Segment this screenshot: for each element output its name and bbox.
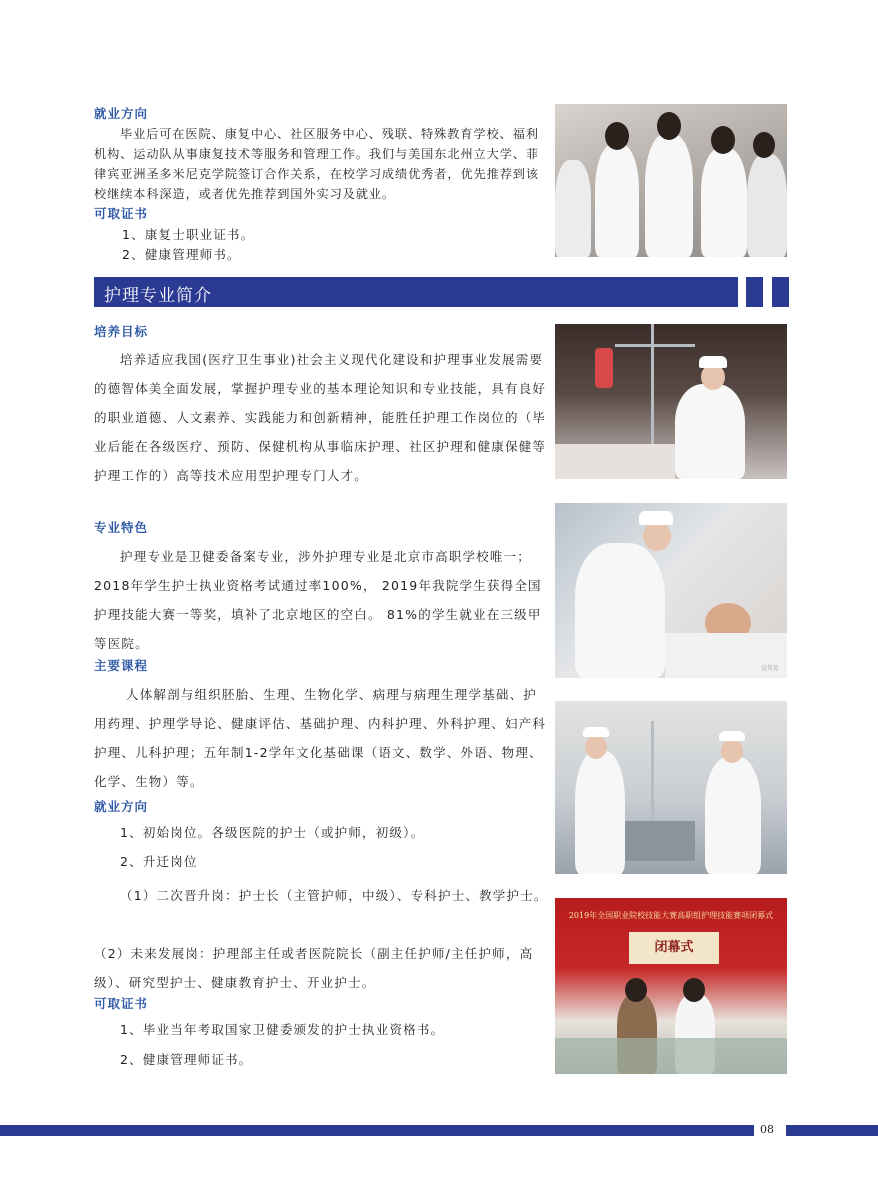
photo-rehab-training [555, 104, 787, 257]
nursing-job-heading: 就业方向 [94, 799, 149, 814]
photo-lab-practice [555, 701, 787, 874]
rehab-job-heading: 就业方向 [94, 106, 149, 121]
rehab-job-text: 毕业后可在医院、康复中心、社区服务中心、残联、特殊教育学校、福利机构、运动队从事康复技术等服务和管理工作。我们与美国东北州立大学、菲律宾亚洲圣多米尼克学院签订合作关系，在校学习成绩优秀者，优先推荐到该校继续本科深造，或者优先推荐到国外实习及就业。 [94, 127, 539, 201]
photo-award-ceremony [555, 898, 787, 1074]
section-banner [94, 277, 738, 307]
nursing-job-item: 1、初始岗位。各级医院的护士（或护师，初级）。 [120, 825, 425, 840]
photo-nursing-demo [555, 324, 787, 479]
feature-text: 护理专业是卫健委备案专业，涉外护理专业是北京市高职学校唯一； 2018年学生护士执业资格考试通过率100%， 2019年我院学生获得全国护理技能大赛一等奖，填补了北京地区的空白。 81%的学生就业在三级甲等医院。 [94, 549, 542, 651]
goal-text: 培养适应我国(医疗卫生事业)社会主义现代化建设和护理事业发展需要的德智体美全面发展，掌握护理专业的基本理论知识和专业技能，具有良好的职业道德、人文素养、实践能力和创新精神，能胜任护理工作岗位的（毕业后能在各级医疗、预防、保健机构从事临床护理、社区护理和健康保健等护理工作的）高等技术应用型护理专门人才。 [94, 352, 547, 483]
footer-bar [786, 1125, 878, 1136]
nursing-cert-heading: 可取证书 [94, 996, 149, 1011]
stage-sign-text: 闭幕式 [629, 932, 719, 964]
photo-mannequin-practice [555, 503, 787, 678]
feature-heading: 专业特色 [94, 520, 149, 535]
nursing-cert-item: 2、健康管理师证书。 [120, 1052, 253, 1067]
rehab-cert-heading: 可取证书 [94, 206, 149, 221]
rehab-cert-item: 2、健康管理师书。 [122, 247, 241, 262]
stage-banner-text: 2019年全国职业院校技能大赛高职组护理技能赛项闭幕式 [568, 911, 774, 920]
course-heading: 主要课程 [94, 658, 149, 673]
banner-decor-block [772, 277, 789, 307]
goal-heading: 培养目标 [94, 324, 149, 339]
course-text: 人体解剖与组织胚胎、生理、生物化学、病理与病理生理学基础、护用药理、护理学导论、健康评估、基础护理、内科护理、外科护理、妇产科护理、儿科护理；五年制1-2学年文化基础课（语文、数学、外语、物理、化学、生物）等。 [94, 687, 547, 789]
banner-decor-block [746, 277, 763, 307]
section-title: 护理专业简介 [104, 286, 212, 306]
nursing-cert-item: 1、毕业当年考取国家卫健委颁发的护士执业资格书。 [120, 1022, 445, 1037]
rehab-cert-item: 1、康复士职业证书。 [122, 227, 255, 242]
nursing-job-item: （2）未来发展岗：护理部主任或者医院院长（副主任护师/主任护师，高级）、研究型护士、健康教育护士、开业护士。 [94, 946, 534, 990]
footer-bar [0, 1125, 754, 1136]
photo-watermark: 宣传处 [760, 665, 779, 672]
nursing-job-item: 2、升迁岗位 [120, 854, 198, 869]
nursing-job-item: （1）二次晋升岗：护士长（主管护师，中级）、专科护士、教学护士。 [120, 888, 548, 903]
page-number: 08 [760, 1123, 774, 1136]
